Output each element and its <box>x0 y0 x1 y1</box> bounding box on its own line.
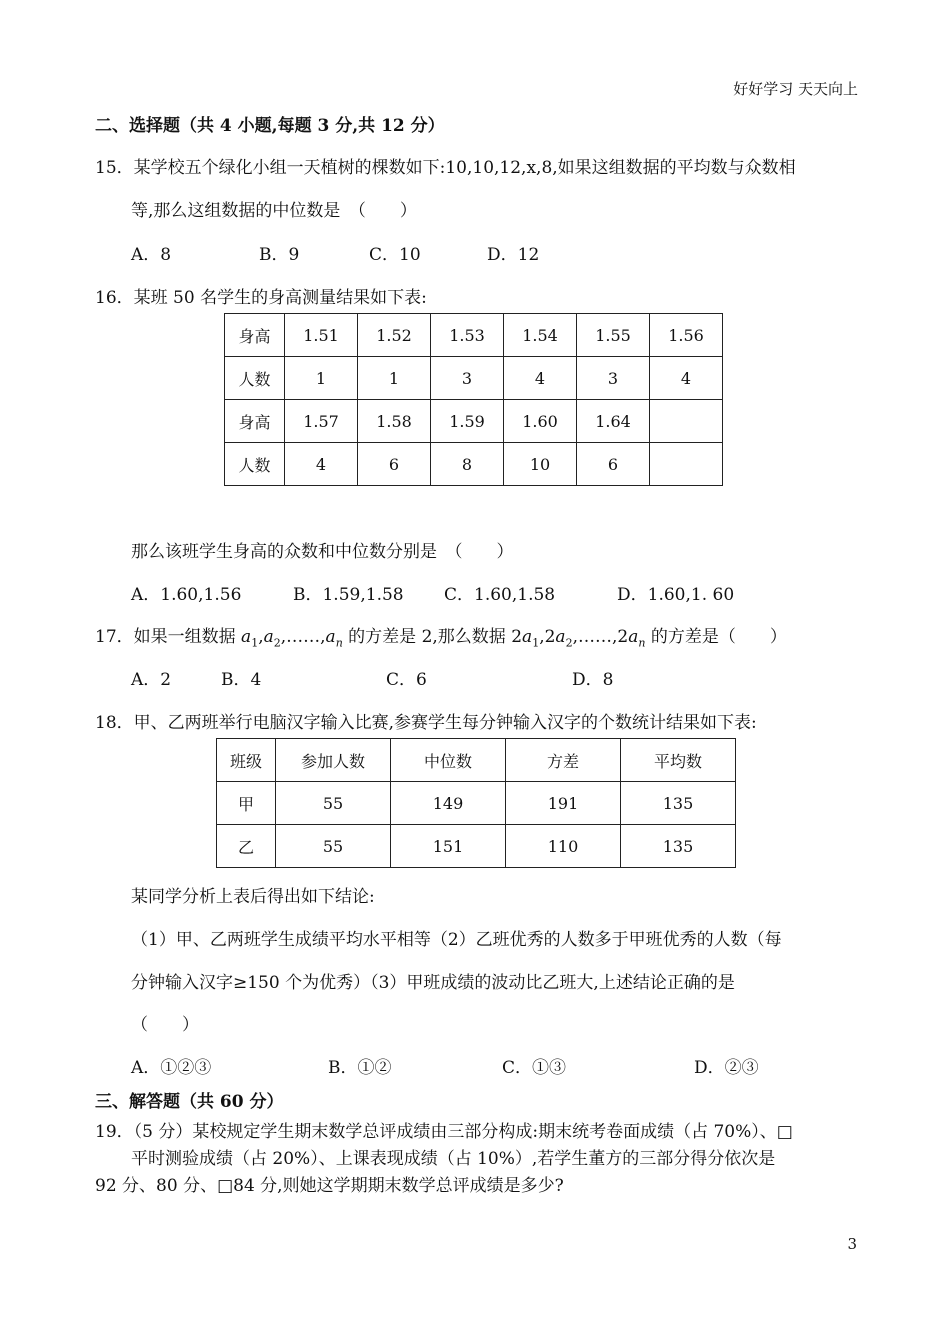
table-cell: 1 <box>285 357 358 400</box>
table-cell: 1.64 <box>577 400 650 443</box>
q15-option-a: A．8 <box>131 245 172 265</box>
table-cell: 1.55 <box>577 314 650 357</box>
q16-height-table <box>224 313 723 486</box>
table-cell: 人数 <box>225 357 285 400</box>
q15-option-c: C．10 <box>369 245 421 265</box>
q16-option-c: C．1.60,1.58 <box>444 585 556 605</box>
table-cell: 1.51 <box>285 314 358 357</box>
table-cell: 8 <box>431 443 504 486</box>
table-cell: 135 <box>621 782 736 825</box>
table-cell: 3 <box>577 357 650 400</box>
table-cell: 55 <box>276 825 391 868</box>
table-cell: 身高 <box>225 400 285 443</box>
table-cell: 6 <box>577 443 650 486</box>
q17-middle: 的方差是 2,那么数据 <box>342 627 512 647</box>
table-cell <box>650 400 723 443</box>
table-cell: 110 <box>506 825 621 868</box>
q19-line3: 92 分、80 分、□84 分,则她这学期期末数学总评成绩是多少? <box>95 1176 564 1196</box>
table-cell: 乙 <box>217 825 276 868</box>
table-cell: 参加人数 <box>276 739 391 782</box>
q16-question: 那么该班学生身高的众数和中位数分别是 （ ） <box>131 542 514 562</box>
q15-option-b: B．9 <box>259 245 300 265</box>
table-cell: 身高 <box>225 314 285 357</box>
q17-option-b: B．4 <box>221 670 262 690</box>
q18-line3: （ ） <box>131 1015 199 1035</box>
table-cell: 151 <box>391 825 506 868</box>
q15-line1: 15．某学校五个绿化小组一天植树的棵数如下:10,10,12,x,8,如果这组数据的平均数与众数相 <box>95 158 796 178</box>
section-2-title: 二、选择题（共 4 小题,每题 3 分,共 12 分） <box>95 116 445 136</box>
q17-option-d: D．8 <box>572 670 614 690</box>
q18-option-a: A．①②③ <box>131 1058 212 1078</box>
table-cell: 135 <box>621 825 736 868</box>
table-cell: 方差 <box>506 739 621 782</box>
table-cell: 1 <box>358 357 431 400</box>
table-cell: 1.58 <box>358 400 431 443</box>
q16-option-d: D．1.60,1. 60 <box>617 585 735 605</box>
table-cell: 191 <box>506 782 621 825</box>
q17-option-a: A．2 <box>131 670 172 690</box>
table-cell: 甲 <box>217 782 276 825</box>
q17-seq-a: $a_1,a_2,\dots\dots,a_n$ <box>241 627 343 650</box>
q18-analysis: 某同学分析上表后得出如下结论: <box>131 887 375 907</box>
q18-option-d: D．②③ <box>694 1058 759 1078</box>
table-cell: 1.59 <box>431 400 504 443</box>
table-cell: 149 <box>391 782 506 825</box>
table-cell: 4 <box>504 357 577 400</box>
q18-stem: 18．甲、乙两班举行电脑汉字输入比赛,参赛学生每分钟输入汉字的个数统计结果如下表: <box>95 713 757 733</box>
page-number: 3 <box>847 1235 857 1253</box>
table-cell: 10 <box>504 443 577 486</box>
q18-line1: （1）甲、乙两班学生成绩平均水平相等（2）乙班优秀的人数多于甲班优秀的人数（每 <box>131 930 782 950</box>
table-cell: 班级 <box>217 739 276 782</box>
table-cell: 平均数 <box>621 739 736 782</box>
table-cell: 4 <box>650 357 723 400</box>
table-cell: 1.60 <box>504 400 577 443</box>
q17-line <box>95 622 787 649</box>
q18-option-b: B．①② <box>328 1058 392 1078</box>
q15-option-d: D．12 <box>487 245 540 265</box>
table-cell <box>650 443 723 486</box>
q17-seq-2a: $2a_1,2a_2,\dots\dots,2a_n$ <box>511 627 646 650</box>
q16-stem: 16．某班 50 名学生的身高测量结果如下表: <box>95 288 427 308</box>
table-cell: 55 <box>276 782 391 825</box>
table-cell: 1.54 <box>504 314 577 357</box>
q17-option-c: C．6 <box>386 670 427 690</box>
table-cell: 6 <box>358 443 431 486</box>
table-cell: 3 <box>431 357 504 400</box>
q16-option-b: B．1.59,1.58 <box>293 585 404 605</box>
table-cell: 人数 <box>225 443 285 486</box>
table-cell: 1.52 <box>358 314 431 357</box>
section-3-title: 三、解答题（共 60 分） <box>95 1092 284 1112</box>
q17-suffix: 的方差是（ ） <box>645 627 787 647</box>
q18-stats-table <box>216 738 736 868</box>
table-cell: 1.53 <box>431 314 504 357</box>
page-header: 好好学习 天天向上 <box>733 80 858 98</box>
q19-line2: 平时测验成绩（占 20%）、上课表现成绩（占 10%）,若学生董方的三部分得分依次是 <box>131 1149 776 1169</box>
q16-option-a: A．1.60,1.56 <box>131 585 242 605</box>
table-cell: 1.57 <box>285 400 358 443</box>
q18-line2: 分钟输入汉字≥150 个为优秀）（3）甲班成绩的波动比乙班大,上述结论正确的是 <box>131 973 735 993</box>
q15-line2: 等,那么这组数据的中位数是 （ ） <box>131 201 417 221</box>
table-cell: 4 <box>285 443 358 486</box>
table-cell: 1.56 <box>650 314 723 357</box>
q18-option-c: C．①③ <box>502 1058 567 1078</box>
q19-line1: 19．（5 分）某校规定学生期末数学总评成绩由三部分构成:期末统考卷面成绩（占 70%）、□ <box>95 1122 793 1142</box>
table-cell: 中位数 <box>391 739 506 782</box>
q17-prefix: 17．如果一组数据 <box>95 627 242 647</box>
